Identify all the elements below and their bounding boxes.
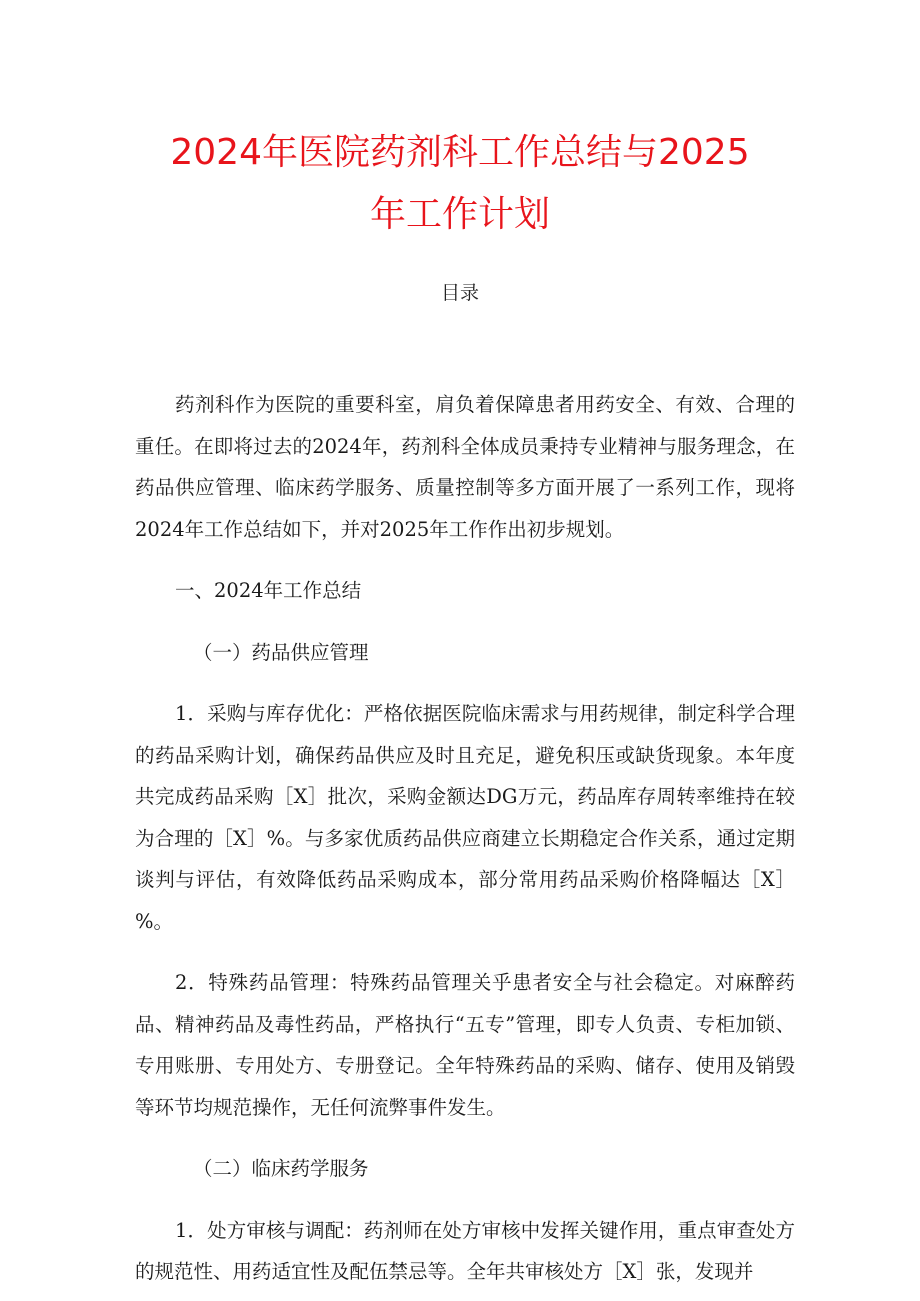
subsection-heading: （一）药品供应管理 [193,640,369,664]
title-line-2: 年工作计划 [369,194,550,235]
toc-label: 目录 [440,282,479,304]
document-body [135,384,795,1293]
list-item-paragraph: 1．采购与库存优化：严格依据医院临床需求与用药规律，制定科学合理的药品采购计划，确保药品供应及时且充足，避免积压或缺货现象。本年度共完成药品采购［X］批次，采购金额达DG万元，药品库存周转率维持在较为合理的［X］%。与多家优质药品供应商建立长期稳定合作关系，通过定期谈判与评估，有效降低药品采购成本，部分常用药品采购价格降幅达［X］%。 [135,702,795,933]
list-item-paragraph: 1．处方审核与调配：药剂师在处方审核中发挥关键作用，重点审查处方的规范性、用药适宜性及配伍禁忌等。全年共审核处方［X］张，发现并 [135,1218,795,1283]
document-title [120,122,800,246]
subsection-heading: （二）临床药学服务 [193,1157,369,1180]
section-heading: 一、2024年工作总结 [175,579,362,602]
list-item-paragraph: 2．特殊药品管理：特殊药品管理关乎患者安全与社会稳定。对麻醉药品、精神药品及毒性药品，严格执行“五专”管理，即专人负责、专柜加锁、专用账册、专用处方、专册登记。全年特殊药品的采购、储存、使用及销毁等环节均规范操作，无任何流弊事件发生。 [135,971,795,1119]
title-line-1: 2024年医院药剂科工作总结与2025 [170,132,750,173]
intro-paragraph: 药剂科作为医院的重要科室，肩负着保障患者用药安全、有效、合理的重任。在即将过去的2024年，药剂科全体成员秉持专业精神与服务理念，在药品供应管理、临床药学服务、质量控制等多方面开展了一系列工作，现将2024年工作总结如下，并对2025年工作作出初步规划。 [135,393,795,541]
